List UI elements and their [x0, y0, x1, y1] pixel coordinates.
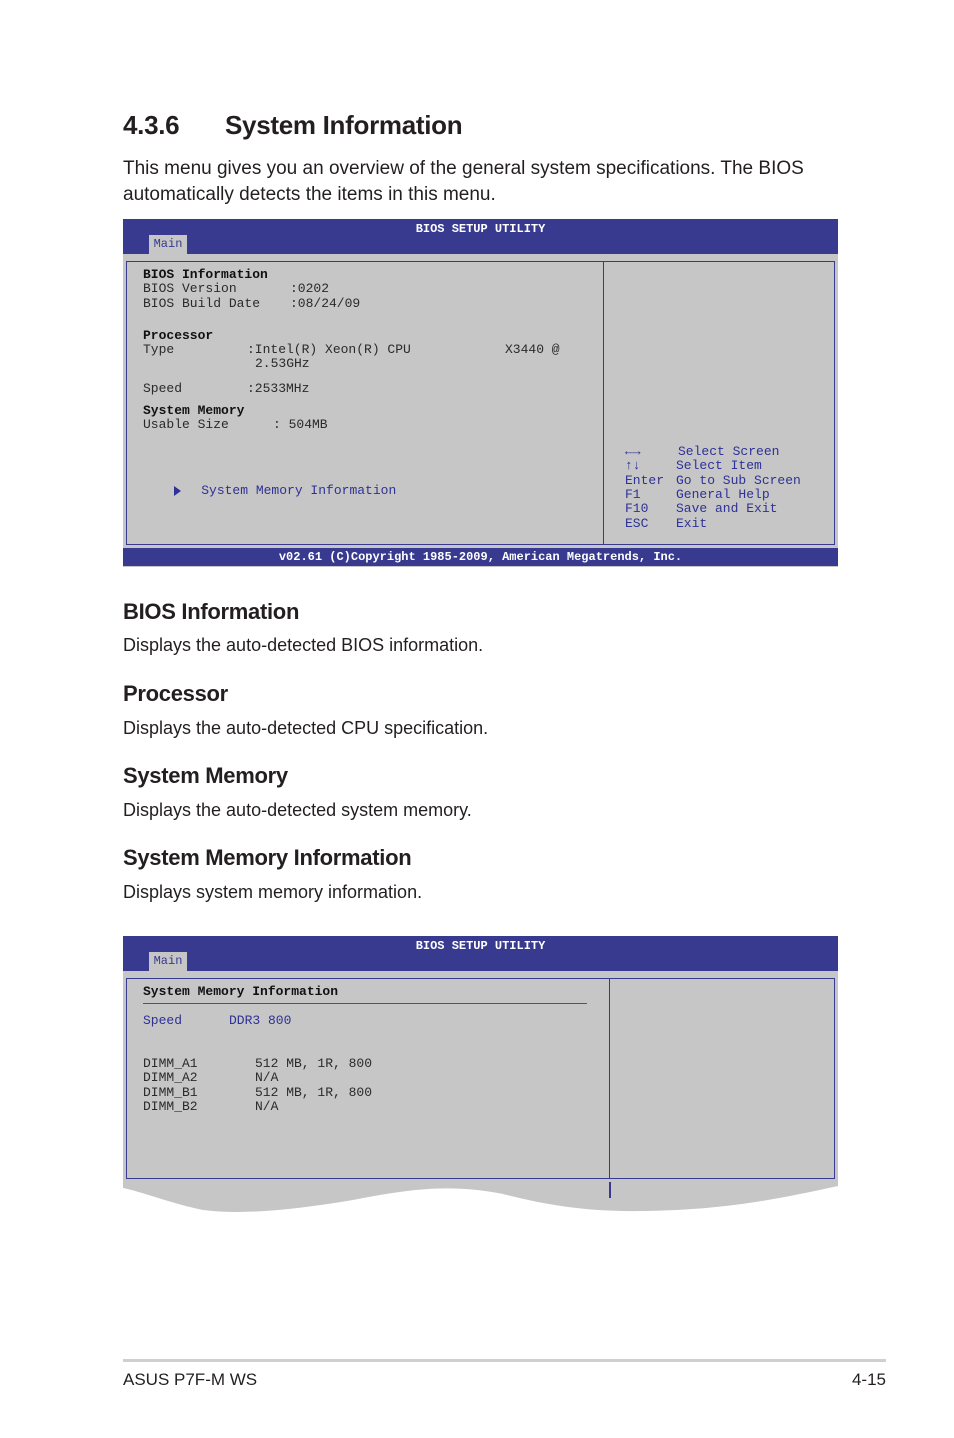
- system-memory-heading: System Memory: [143, 403, 245, 418]
- heading-underline: [143, 1003, 587, 1004]
- arrow-right-icon: [174, 486, 181, 496]
- submenu-system-memory-information[interactable]: [143, 470, 396, 512]
- dimm-value: N/A: [255, 1070, 279, 1085]
- bios-title: BIOS SETUP UTILITY: [415, 222, 546, 236]
- memory-speed-value[interactable]: DDR3 800: [229, 1013, 292, 1028]
- help-desc: General Help: [676, 487, 770, 502]
- memory-info-heading: System Memory Information: [143, 984, 339, 999]
- help-key-esc: ESC: [625, 516, 649, 531]
- bios-copyright-bar: v02.61 (C)Copyright 1985-2009, American Megatrends, Inc.: [123, 548, 838, 566]
- dimm-slot: DIMM_B2: [143, 1099, 198, 1114]
- dimm-value: N/A: [255, 1099, 279, 1114]
- bios-date-value: :08/24/09: [290, 296, 361, 311]
- text-processor: Displays the auto-detected CPU specification.: [123, 718, 489, 738]
- dimm-slot: DIMM_A1: [143, 1056, 198, 1071]
- help-desc: Save and Exit: [676, 501, 778, 516]
- speed-value: :2533MHz: [247, 381, 310, 396]
- heading-bios-information: BIOS Information: [123, 599, 300, 624]
- bios-version-value: :0202: [290, 281, 330, 296]
- help-key-left-right: ←→: [625, 444, 641, 459]
- help-key-f1: F1: [625, 487, 641, 502]
- heading-system-memory-information: System Memory Information: [123, 845, 412, 870]
- type-model: X3440 @: [505, 342, 560, 357]
- bios-divider: [609, 978, 610, 1178]
- bios-divider: [603, 261, 604, 544]
- help-desc: Select Item: [676, 458, 762, 473]
- heading-system-memory: System Memory: [123, 763, 288, 788]
- bios-frame: [126, 978, 835, 1179]
- bios-date-label: BIOS Build Date: [143, 296, 261, 311]
- torn-edge: [123, 1180, 838, 1216]
- bios-version-label: BIOS Version: [143, 281, 237, 296]
- help-key-enter: Enter: [625, 473, 665, 488]
- speed-label: Speed: [143, 381, 183, 396]
- text-bios-information: Displays the auto-detected BIOS information.: [123, 635, 484, 655]
- memory-speed-label[interactable]: Speed: [143, 1013, 183, 1028]
- intro-paragraph: This menu gives you an overview of the general system specifications. The BIOS automatically detects the items in this menu.: [123, 158, 804, 205]
- section-title-text: System Information: [225, 110, 463, 140]
- section-number: 4.3.6: [123, 110, 180, 140]
- processor-heading: Processor: [143, 328, 214, 343]
- help-desc: Go to Sub Screen: [676, 473, 801, 488]
- bios-info-heading: BIOS Information: [143, 267, 268, 282]
- type-frequency: 2.53GHz: [255, 356, 310, 371]
- help-key-up-down: ↑↓: [625, 458, 641, 473]
- bios-header: [123, 219, 838, 254]
- footer-page-number: 4-15: [851, 1370, 886, 1389]
- bios-screen-memory: [123, 936, 838, 1182]
- type-label: Type: [143, 342, 175, 357]
- usable-size-value: : 504MB: [273, 417, 328, 432]
- help-desc: Exit: [676, 516, 708, 531]
- tab-main[interactable]: Main: [149, 235, 187, 254]
- tab-main[interactable]: Main: [149, 952, 187, 971]
- footer-rule: [123, 1359, 886, 1362]
- dimm-value: 512 MB, 1R, 800: [255, 1085, 373, 1100]
- bios-screen-main: [123, 219, 838, 567]
- bios-header: [123, 936, 838, 971]
- help-key-f10: F10: [625, 501, 649, 516]
- dimm-slot: DIMM_A2: [143, 1070, 198, 1085]
- dimm-value: 512 MB, 1R, 800: [255, 1056, 373, 1071]
- heading-processor: Processor: [123, 681, 228, 706]
- submenu-label: System Memory Information: [201, 483, 397, 498]
- text-system-memory-information: Displays system memory information.: [123, 882, 423, 902]
- help-desc: Select Screen: [678, 444, 780, 459]
- footer-product-name: ASUS P7F-M WS: [123, 1370, 258, 1389]
- type-value: :Intel(R) Xeon(R) CPU: [247, 342, 411, 357]
- bios-title: BIOS SETUP UTILITY: [415, 939, 546, 953]
- usable-size-label: Usable Size: [143, 417, 229, 432]
- section-title: [123, 110, 462, 141]
- dimm-slot: DIMM_B1: [143, 1085, 198, 1100]
- text-system-memory: Displays the auto-detected system memory.: [123, 800, 472, 820]
